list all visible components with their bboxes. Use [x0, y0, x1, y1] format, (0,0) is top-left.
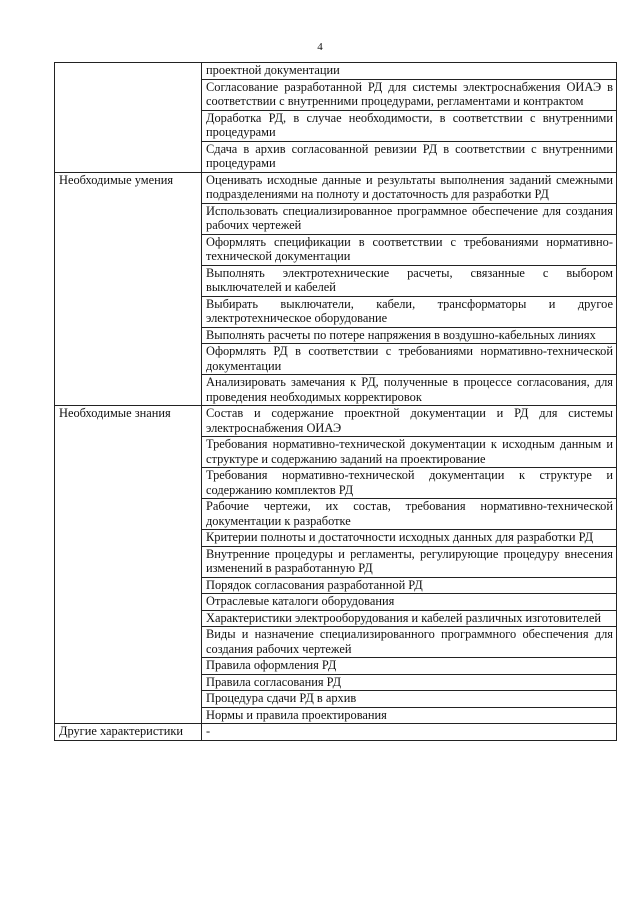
section-item: Сдача в архив согласованной ревизии РД в соответствии с внутренними процедурами — [202, 141, 617, 172]
section-item: Требования нормативно-технической документации к структуре и содержанию комплектов РД — [202, 468, 617, 499]
section-item: Отраслевые каталоги оборудования — [202, 594, 617, 611]
section-item: Использовать специализированное программное обеспечение для создания рабочих чертежей — [202, 203, 617, 234]
section-item: Виды и назначение специализированного программного обеспечения для создания рабочих чертежей — [202, 627, 617, 658]
section-item: Согласование разработанной РД для системы электроснабжения ОИАЭ в соответствии с внутренними процедурами, регламентами и контрактом — [202, 79, 617, 110]
section-item: Порядок согласования разработанной РД — [202, 577, 617, 594]
section-item: проектной документации — [202, 63, 617, 80]
table-row — [55, 406, 617, 437]
section-item: Процедура сдачи РД в архив — [202, 691, 617, 708]
section-item: Нормы и правила проектирования — [202, 707, 617, 724]
section-item: Оценивать исходные данные и результаты выполнения заданий смежными подразделениями на полноту и достаточность для разработки РД — [202, 172, 617, 203]
section-item: Правила оформления РД — [202, 658, 617, 675]
section-label — [55, 63, 202, 173]
competency-table-body — [55, 63, 617, 741]
section-item: Выполнять электротехнические расчеты, связанные с выбором выключателей и кабелей — [202, 265, 617, 296]
table-row — [55, 63, 617, 80]
section-item: Правила согласования РД — [202, 674, 617, 691]
section-item: Характеристики электрооборудования и кабелей различных изготовителей — [202, 610, 617, 627]
section-label: Другие характеристики — [55, 724, 202, 741]
section-label: Необходимые умения — [55, 172, 202, 406]
section-item: Анализировать замечания к РД, полученные в процессе согласования, для проведения необходимых корректировок — [202, 375, 617, 406]
table-row — [55, 172, 617, 203]
section-item: Критерии полноты и достаточности исходных данных для разработки РД — [202, 530, 617, 547]
section-item: Состав и содержание проектной документации и РД для системы электроснабжения ОИАЭ — [202, 406, 617, 437]
section-item: Внутренние процедуры и регламенты, регулирующие процедуру внесения изменений в разработанную РД — [202, 546, 617, 577]
section-item: Выполнять расчеты по потере напряжения в воздушно-кабельных линиях — [202, 327, 617, 344]
section-label: Необходимые знания — [55, 406, 202, 724]
page-number: 4 — [317, 41, 323, 53]
table-row — [55, 724, 617, 741]
section-item: Требования нормативно-технической документации к исходным данным и структуре и содержанию заданий на проектирование — [202, 437, 617, 468]
section-item: Выбирать выключатели, кабели, трансформаторы и другое электротехническое оборудование — [202, 296, 617, 327]
section-item: Оформлять РД в соответствии с требованиями нормативно-технической документации — [202, 344, 617, 375]
section-item: - — [202, 724, 617, 741]
section-item: Оформлять спецификации в соответствии с требованиями нормативно-технической документации — [202, 234, 617, 265]
section-item: Рабочие чертежи, их состав, требования нормативно-технической документации к разработке — [202, 499, 617, 530]
section-item: Доработка РД, в случае необходимости, в соответствии с внутренними процедурами — [202, 110, 617, 141]
competency-table — [54, 62, 617, 741]
